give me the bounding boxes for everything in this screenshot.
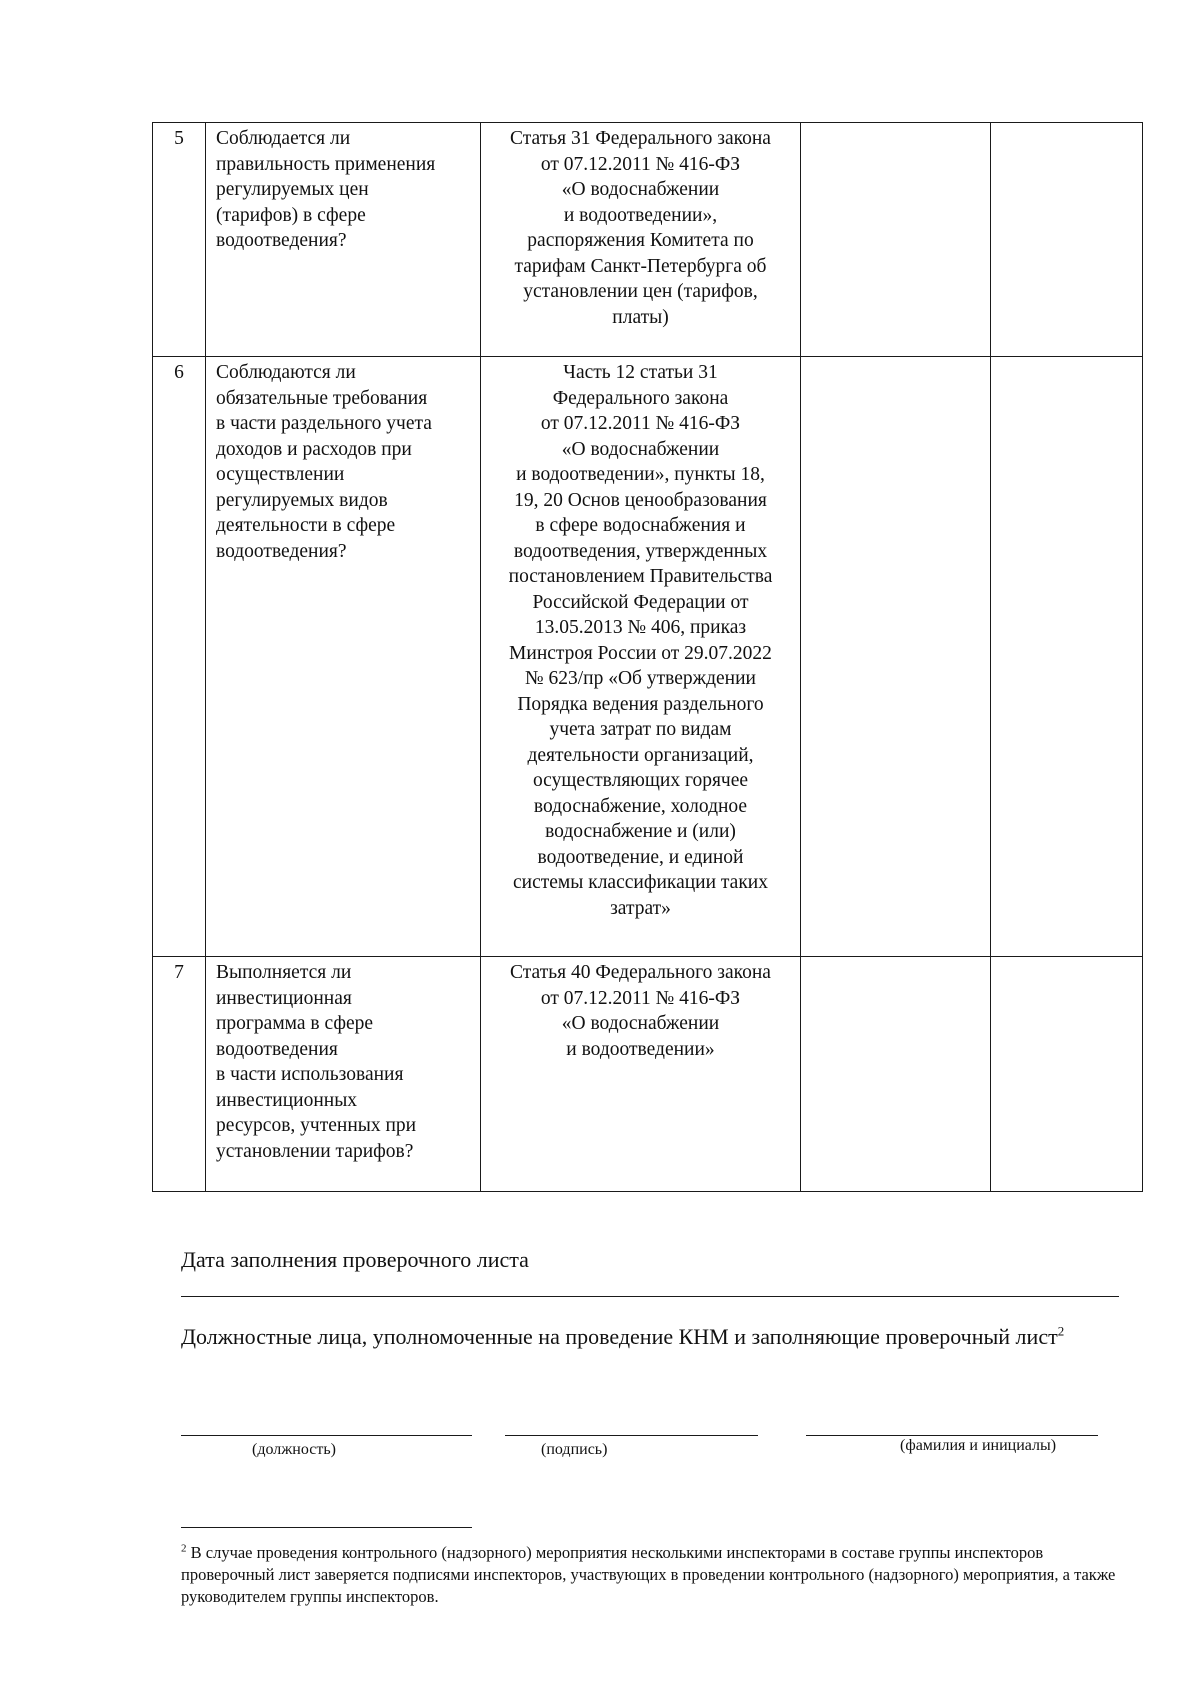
legal-basis-cell: Статья 31 Федерального закона от 07.12.2011 № 416-ФЗ «О водоснабжении и водоотведении», распоряжения Комитета по тарифам Санкт-Петербурга об установлении цен (тарифов, платы) bbox=[481, 123, 801, 357]
row-number: 7 bbox=[153, 957, 206, 1192]
signature-line bbox=[505, 1435, 758, 1436]
legal-basis-cell: Часть 12 статьи 31 Федерального закона от 07.12.2011 № 416-ФЗ «О водоснабжении и водоотведении», пункты 18, 19, 20 Основ ценообразования в сфере водоснабжения и водоотведения, утвержденных постановлением Правительства Российской Федерации от 13.05.2013 № 406, приказ Минстроя России от 29.07.2022 № 623/пр «Об утверждении Порядка ведения раздельного учета затрат по видам деятельности организаций, осуществляющих горячее водоснабжение, холодное водоснабжение и (или) водоотведение, и единой системы классификации таких затрат» bbox=[481, 357, 801, 957]
footnote-mark: 2 bbox=[181, 1542, 187, 1555]
answer-cell bbox=[801, 123, 991, 357]
position-line bbox=[181, 1435, 472, 1436]
name-caption: (фамилия и инициалы) bbox=[900, 1437, 1057, 1454]
table-row bbox=[153, 957, 1143, 1192]
question-cell: Соблюдается ли правильность применения регулируемых цен (тарифов) в сфере водоотведения? bbox=[206, 123, 481, 357]
footnote-separator bbox=[181, 1527, 472, 1528]
officials-label-text: Должностные лица, уполномоченные на проведение КНМ и заполняющие проверочный лист bbox=[181, 1324, 1058, 1349]
question-cell: Соблюдаются ли обязательные требования в части раздельного учета доходов и расходов при осуществлении регулируемых видов деятельности в сфере водоотведения? bbox=[206, 357, 481, 957]
note-cell bbox=[991, 123, 1143, 357]
note-cell bbox=[991, 957, 1143, 1192]
row-number: 5 bbox=[153, 123, 206, 357]
position-caption: (должность) bbox=[252, 1441, 336, 1458]
footnote-text: В случае проведения контрольного (надзорного) мероприятия несколькими инспекторами в составе группы инспекторов проверочный лист заверяется подписями инспекторов, участвующих в проведении контрольного (надзорного) мероприятия, а также руководителем группы инспекторов. bbox=[181, 1543, 1116, 1606]
date-label: Дата заполнения проверочного листа bbox=[181, 1247, 529, 1272]
answer-cell bbox=[801, 357, 991, 957]
name-line bbox=[806, 1435, 1098, 1436]
checklist-table bbox=[152, 122, 1143, 1192]
answer-cell bbox=[801, 957, 991, 1192]
table-row bbox=[153, 123, 1143, 357]
officials-label bbox=[181, 1323, 1101, 1351]
question-cell: Выполняется ли инвестиционная программа в сфере водоотведения в части использования инвестиционных ресурсов, учтенных при установлении тарифов? bbox=[206, 957, 481, 1192]
row-number: 6 bbox=[153, 357, 206, 957]
date-line bbox=[181, 1296, 1119, 1297]
table-row bbox=[153, 357, 1143, 957]
footnote bbox=[181, 1542, 1131, 1608]
footnote-ref: 2 bbox=[1057, 1323, 1065, 1339]
signature-caption: (подпись) bbox=[541, 1441, 608, 1458]
note-cell bbox=[991, 357, 1143, 957]
legal-basis-cell: Статья 40 Федерального закона от 07.12.2011 № 416-ФЗ «О водоснабжении и водоотведении» bbox=[481, 957, 801, 1192]
